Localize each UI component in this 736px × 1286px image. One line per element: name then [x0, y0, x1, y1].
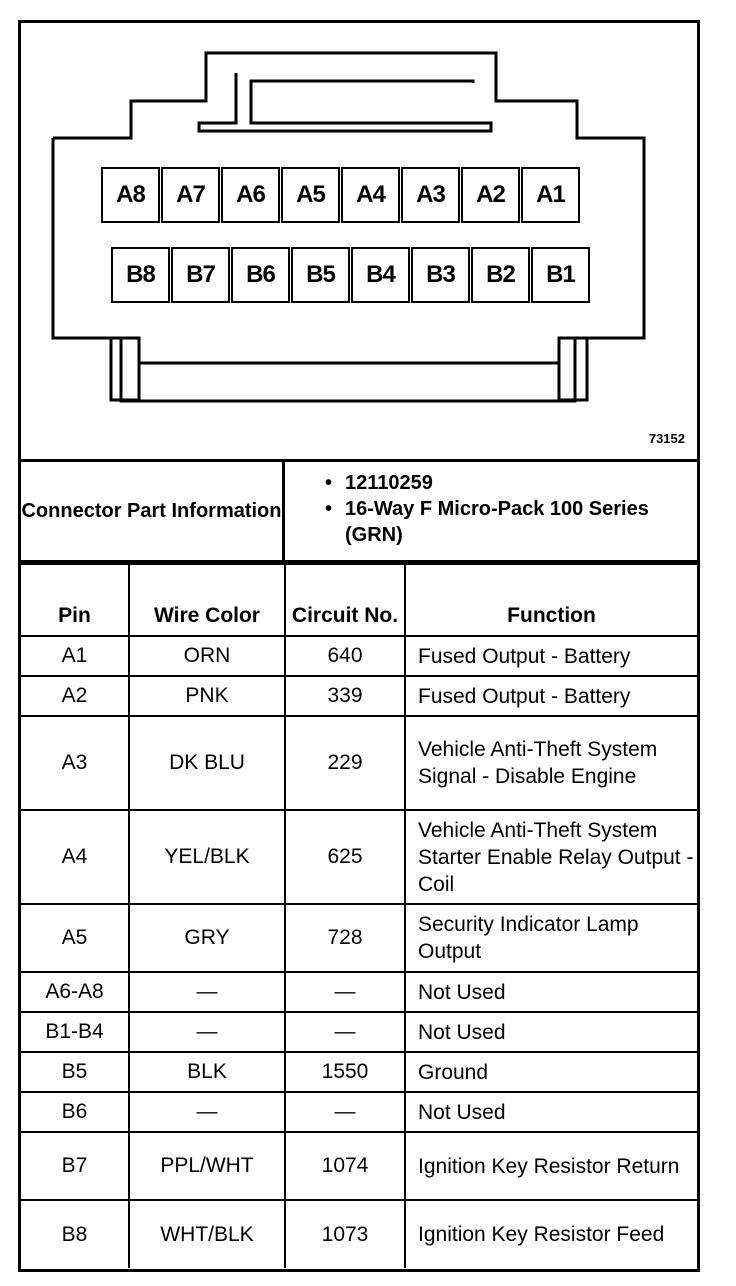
figure-number: 73152 [648, 431, 685, 446]
circuit-cell: 339 [285, 676, 405, 716]
wire-color-cell: — [129, 1012, 285, 1052]
row-a-pin-cell: A7 [161, 167, 220, 223]
table-row [21, 972, 697, 1012]
circuit-cell: 229 [285, 716, 405, 810]
row-a-pin-cell: A3 [401, 167, 460, 223]
function-cell: Ignition Key Resistor Return [405, 1132, 697, 1200]
table-row [21, 1200, 697, 1268]
pin-cell: A1 [21, 636, 129, 676]
pin-cell: A4 [21, 810, 129, 904]
connector-sheet [18, 20, 700, 1272]
table-row [21, 1092, 697, 1132]
table-row [21, 904, 697, 972]
pinout-table-body [21, 636, 697, 1268]
row-b-pin-cell: B7 [171, 247, 230, 303]
header-wire-color: Wire Color [129, 564, 285, 636]
wire-color-cell: ORN [129, 636, 285, 676]
pin-cell: B8 [21, 1200, 129, 1268]
pin-cell: B5 [21, 1052, 129, 1092]
pin-cell: B6 [21, 1092, 129, 1132]
wire-color-cell: WHT/BLK [129, 1200, 285, 1268]
function-cell: Fused Output - Battery [405, 676, 697, 716]
function-cell: Ground [405, 1052, 697, 1092]
function-cell: Not Used [405, 972, 697, 1012]
row-b-pin-cell: B3 [411, 247, 470, 303]
function-cell: Ignition Key Resistor Feed [405, 1200, 697, 1268]
function-cell: Not Used [405, 1092, 697, 1132]
header-pin: Pin [21, 564, 129, 636]
row-b-pin-cell: B8 [111, 247, 170, 303]
row-a-pin-cell: A2 [461, 167, 520, 223]
row-a-pin-cell: A4 [341, 167, 400, 223]
table-row [21, 1132, 697, 1200]
wire-color-cell: PPL/WHT [129, 1132, 285, 1200]
header-circuit-no: Circuit No. [285, 564, 405, 636]
function-cell: Vehicle Anti-Theft System Signal - Disable Engine [405, 716, 697, 810]
connector-info-values [321, 470, 681, 548]
function-cell: Security Indicator Lamp Output [405, 904, 697, 972]
circuit-cell: 1073 [285, 1200, 405, 1268]
table-row [21, 676, 697, 716]
circuit-cell: 625 [285, 810, 405, 904]
function-cell: Fused Output - Battery [405, 636, 697, 676]
pin-cell: A2 [21, 676, 129, 716]
wire-color-cell: PNK [129, 676, 285, 716]
row-b-pin-cell: B5 [291, 247, 350, 303]
table-row [21, 810, 697, 904]
row-b-pin-cell: B4 [351, 247, 410, 303]
wire-color-cell: BLK [129, 1052, 285, 1092]
circuit-cell: — [285, 972, 405, 1012]
wire-color-cell: DK BLU [129, 716, 285, 810]
row-a-pin-cell: A1 [521, 167, 580, 223]
circuit-cell: 1550 [285, 1052, 405, 1092]
table-row [21, 636, 697, 676]
circuit-cell: — [285, 1012, 405, 1052]
row-b-pin-cell: B6 [231, 247, 290, 303]
connector-description: • 16-Way F Micro-Pack 100 Series (GRN) [321, 496, 681, 548]
connector-diagram [21, 23, 697, 459]
header-function: Function [405, 564, 697, 636]
circuit-cell: — [285, 1092, 405, 1132]
circuit-cell: 728 [285, 904, 405, 972]
connector-part-information [21, 459, 697, 563]
circuit-cell: 640 [285, 636, 405, 676]
wire-color-cell: YEL/BLK [129, 810, 285, 904]
table-row [21, 1052, 697, 1092]
table-header-row [21, 564, 697, 636]
wire-color-cell: GRY [129, 904, 285, 972]
circuit-cell: 1074 [285, 1132, 405, 1200]
pin-cell: B1-B4 [21, 1012, 129, 1052]
pin-cell: A6-A8 [21, 972, 129, 1012]
wire-color-cell: — [129, 972, 285, 1012]
row-a-pin-cell: A6 [221, 167, 280, 223]
pin-cell: A5 [21, 904, 129, 972]
wire-color-cell: — [129, 1092, 285, 1132]
part-number: • 12110259 [321, 470, 681, 496]
table-row [21, 1012, 697, 1052]
row-a-pin-cell: A8 [101, 167, 160, 223]
pin-cell: B7 [21, 1132, 129, 1200]
connector-info-label: Connector Part Information [21, 462, 285, 560]
row-b-pin-cell: B2 [471, 247, 530, 303]
pinout-table [21, 563, 697, 1268]
row-b-pin-cell: B1 [531, 247, 590, 303]
table-row [21, 716, 697, 810]
connector-outline [21, 23, 697, 459]
function-cell: Not Used [405, 1012, 697, 1052]
function-cell: Vehicle Anti-Theft System Starter Enable Relay Output - Coil [405, 810, 697, 904]
row-a-pin-cell: A5 [281, 167, 340, 223]
pin-cell: A3 [21, 716, 129, 810]
